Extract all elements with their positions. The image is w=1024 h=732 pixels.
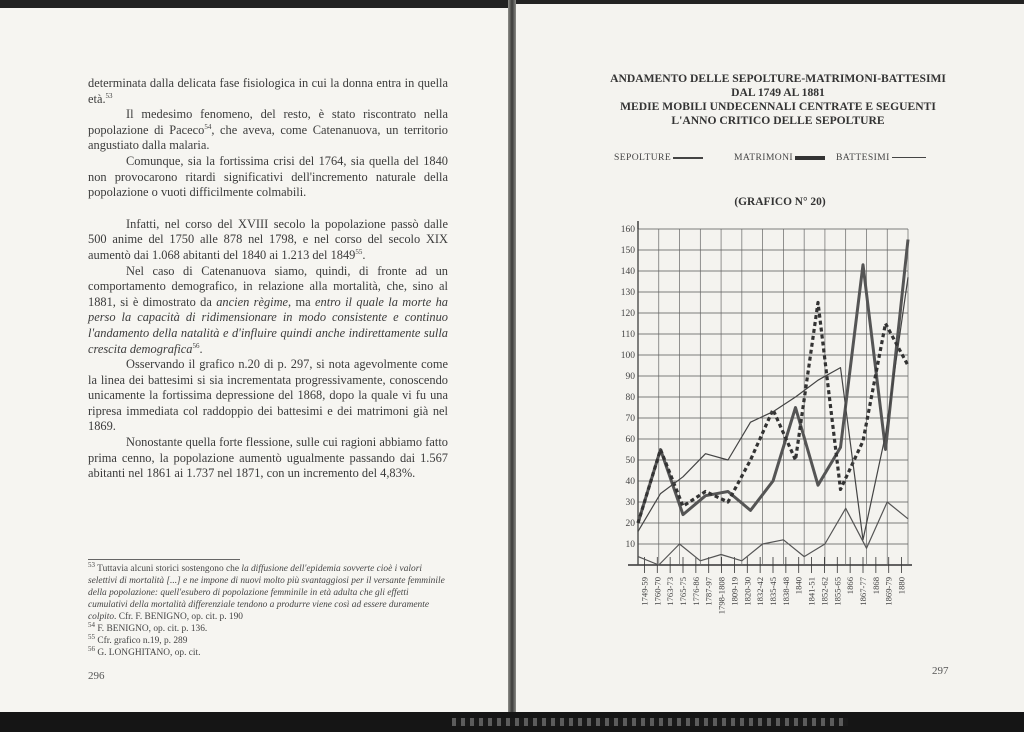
- legend-sepolture: SEPOLTURE: [614, 152, 703, 163]
- x-tick-label: 1798-1808: [716, 577, 727, 615]
- chart-subtitle: (GRAFICO N° 20): [734, 196, 826, 208]
- y-tick-label: 60: [625, 435, 635, 445]
- y-tick-label: 40: [625, 477, 635, 487]
- title-line-4: L'ANNO CRITICO DELLE SEPOLTURE: [671, 114, 885, 127]
- x-tick-label: 1838-48: [780, 577, 791, 606]
- x-tick-label: 1765-75: [678, 577, 688, 606]
- x-tick-label: 1835-45: [768, 577, 778, 606]
- legend-swatch-heavy: [795, 156, 825, 160]
- x-tick-label: 1820-30: [742, 577, 753, 606]
- y-tick-label: 50: [625, 456, 635, 466]
- paragraph-4: Infatti, nel corso del XVIII secolo la popolazione passò dalle 500 anime del 1750 alle 878 nel 1798, e nel corso del secolo XIX aumentò dai 1.068 abitanti del 1840 ai 1.213 del 1849$^{55}$.: [88, 216, 448, 262]
- y-tick-label: 90: [625, 372, 635, 382]
- x-tick-label: 1760-70: [652, 577, 663, 606]
- book-gutter: [508, 0, 516, 732]
- y-tick-label: 80: [625, 393, 635, 403]
- chart-title: [560, 72, 996, 128]
- left-body-text: [88, 76, 448, 482]
- footnote-53: $^{53}$ Tuttavia alcuni storici sostengono che la diffusione dell'epidemia sovverte cioè i valori selettivi di mortalità [...] e ne impone di nuovi molto più svantaggiosi per il versante femminile della popolazione: quell'esubero di popolazione femminile in età adulta che gli effetti cumulativi della mortalità differenziale tendono a produrre viene così ad essere duramente colpito. Cfr. F. BENIGNO, op. cit. p. 190: [88, 560, 445, 622]
- paragraph-1: determinata dalla delicata fase fisiologica in cui la donna entra in quella età.$^{53}$: [88, 76, 448, 106]
- footnote-rule: [88, 559, 240, 560]
- chart-plot: [590, 215, 930, 625]
- x-tick-label: 1869-79: [883, 577, 894, 606]
- footnotes: [88, 560, 450, 659]
- paragraph-2: Il medesimo fenomeno, del resto, è stato riscontrato nella popolazione di Paceco$^{54}$, che aveva, come Catenanuova, un territorio angustiato dalla malaria.: [88, 107, 449, 153]
- x-tick-label: 1809-19: [729, 577, 740, 606]
- series-matrimoni: [638, 303, 908, 524]
- x-tick-label: 1840: [793, 577, 804, 595]
- y-axis-ticks: [621, 225, 636, 550]
- y-tick-label: 20: [625, 519, 635, 529]
- y-tick-label: 130: [620, 288, 635, 298]
- footnote-54: $^{54}$ F. BENIGNO, op. cit. p. 136.: [88, 620, 208, 634]
- paragraph-3: Comunque, sia la fortissima crisi del 1764, sia quella del 1840 non provocarono ritardi significativi dell'incremento naturale della popolazione o vuoti difficilmente colmabili.: [88, 153, 448, 200]
- x-tick-label: 1787-97: [703, 577, 714, 606]
- paragraph-6: Osservando il grafico n.20 di p. 297, si nota agevolmente come la linea dei battesimi si sia incrementata progressivamente, conoscendo unicamente la fortissima depressione del 1868, dopo la quale vi fu una ripresa immediata col raddoppio dei battesimi e dei matrimoni già nel 1869.: [88, 357, 448, 434]
- page-number-left: 296: [88, 670, 105, 682]
- chart-series: [638, 239, 908, 565]
- x-tick-label: 1832-42: [755, 577, 766, 606]
- legend-matrimoni: MATRIMONI: [734, 152, 825, 163]
- x-tick-label: 1866: [845, 577, 856, 595]
- x-tick-label: 1868: [870, 577, 881, 595]
- paragraph-7: Nonostante quella forte flessione, sulle cui ragioni abbiamo fatto prima cenno, la popolazione aumentò ugualmente passando dai 1.567 abitanti nel 1861 ai 1.737 nel 1871, con un incremento del 4,83%.: [88, 435, 448, 481]
- x-tick-label: 1867-77: [858, 577, 868, 606]
- x-tick-label: 1855-65: [832, 577, 843, 606]
- y-tick-label: 160: [620, 225, 635, 235]
- y-tick-label: 30: [625, 498, 635, 508]
- title-line-2: DAL 1749 AL 1881: [731, 86, 825, 99]
- x-tick-label: 1749-59: [639, 577, 650, 606]
- y-tick-label: 10: [625, 540, 635, 550]
- title-line-3: MEDIE MOBILI UNDECENNALI CENTRATE E SEGUENTI: [620, 100, 936, 113]
- left-page: [0, 8, 510, 714]
- legend-battesimi: BATTESIMI: [836, 152, 926, 163]
- legend-swatch-thick: [673, 157, 703, 159]
- legend-swatch-thin: [892, 157, 926, 158]
- x-tick-label: 1852-62: [819, 577, 830, 606]
- y-tick-label: 120: [620, 309, 635, 319]
- y-tick-label: 70: [625, 414, 635, 424]
- series-unlabeled: [638, 502, 908, 565]
- y-tick-label: 150: [620, 246, 635, 256]
- page-number-right: 297: [932, 665, 949, 677]
- x-tick-label: 1841-51: [806, 577, 817, 606]
- scan-artifact-strip: [452, 718, 848, 726]
- x-tick-label: 1880: [896, 577, 907, 595]
- paragraph-5: Nel caso di Catenanuova siamo, quindi, di fronte ad un comportamento demografico, in relazione alla mortalità, che, sino al 1881, si è dimostrato da ancien règime, ma entro il quale la morte ha perso la capacità di ridimensionare in modo consistente e continuo l'andamento della natalità e d'influire quindi anche indirettamente sulla crescita demografica$^{56}$.: [88, 263, 448, 356]
- footnote-56: $^{56}$ G. LONGHITANO, op. cit.: [88, 644, 201, 658]
- x-tick-label: 1763-73: [665, 577, 676, 606]
- title-line-1: ANDAMENTO DELLE SEPOLTURE-MATRIMONI-BATTESIMI: [610, 72, 946, 85]
- footnote-55: $^{55}$ Cfr. grafico n.19, p. 289: [88, 632, 188, 646]
- y-tick-label: 100: [620, 351, 635, 361]
- y-tick-label: 140: [620, 267, 635, 277]
- x-tick-label: 1776-86: [690, 577, 701, 606]
- y-tick-label: 110: [621, 330, 635, 340]
